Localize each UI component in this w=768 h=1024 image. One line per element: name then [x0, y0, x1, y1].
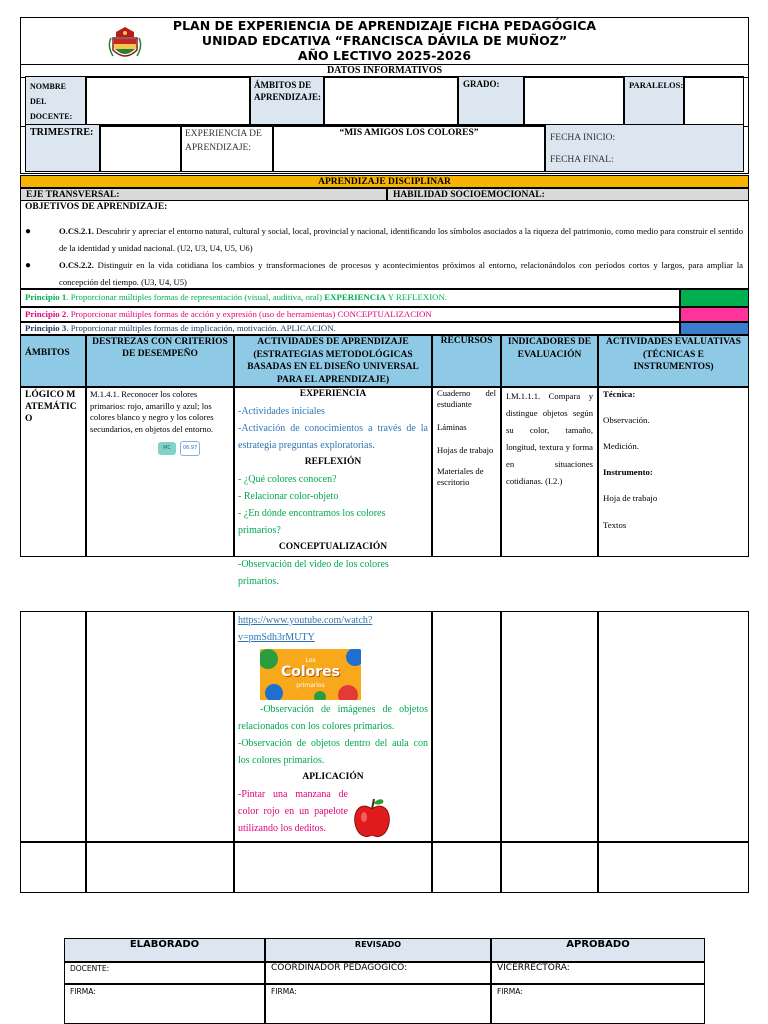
principio-2-text: . Proporcionar múltiples formas de acción y expresión (uso de herramientas) CONCEPTUALIZACION	[66, 309, 432, 319]
video-link-1[interactable]: https://www.youtube.com/watch?	[238, 615, 373, 626]
p2-empty-recursos	[432, 842, 501, 893]
bullet-icon: ●	[25, 260, 32, 271]
thumb-small-text: Los	[305, 657, 316, 664]
principio-3	[20, 322, 680, 335]
principio-2	[20, 307, 680, 322]
grado-label: GRADO:	[458, 76, 524, 126]
sig-vicerrectora-label: VICERRECTORA:	[491, 962, 705, 984]
grado-field[interactable]	[524, 76, 624, 126]
tecnica-label: Técnica:	[603, 389, 636, 399]
paralelos-label: PARALELOS:	[624, 76, 684, 126]
objetivos-box	[20, 201, 749, 289]
objetivo-2-code: O.CS.2.2.	[59, 260, 94, 270]
objetivo-2	[25, 257, 743, 291]
p2-empty-indicadores	[501, 842, 598, 893]
aplicacion-heading: APLICACIÓN	[302, 772, 364, 782]
aprendizaje-disciplinar-bar: APRENDIZAJE DISCIPLINAR	[20, 175, 749, 188]
head-destrezas: DESTREZAS CON CRITERIOS DE DESEMPEÑO	[86, 335, 234, 387]
head-actividades: ACTIVIDADES DE APRENDIZAJE (ESTRATEGIAS METODOLÓGICAS BASADAS EN EL DISEÑO UNIVERSAL PARA EL APRENDIZAJE)	[234, 335, 432, 387]
head-recursos: RECURSOS	[432, 335, 501, 387]
sig-aprobado-header: APROBADO	[491, 938, 705, 962]
principio-1-strong: EXPERIENCIA	[324, 292, 386, 302]
conceptualizacion-heading: CONCEPTUALIZACIÓN	[278, 542, 388, 552]
principio-3-text: . Proporcionar múltiples formas de implicación, motivación. APLICACION.	[66, 323, 336, 333]
thumb-subtitle: primarios	[296, 682, 325, 689]
row1-ambito: LÓGICO MATEMÁTICO	[20, 387, 86, 557]
obs-2: -Observación de objetos dentro del aula con los colores primarios.	[238, 738, 428, 766]
plan-title: PLAN DE EXPERIENCIA DE APRENDIZAJE FICHA PEDAGÓGICA	[172, 18, 597, 33]
head-evaluativas: ACTIVIDADES EVALUATIVAS (TÉCNICAS E INSTRUMENTOS)	[598, 335, 749, 387]
act-iniciales: -Actividades iniciales	[238, 406, 325, 417]
p2-actividades-cell	[234, 611, 432, 842]
fecha-box	[545, 124, 744, 172]
p2-destreza-cell	[86, 611, 234, 842]
p2-recursos-cell	[432, 611, 501, 842]
con-1: -Observación del video de los colores primarios.	[238, 559, 389, 587]
section-datos-informativos: DATOS INFORMATIVOS	[20, 65, 749, 78]
objetivo-1-code: O.CS.2.1.	[59, 226, 94, 236]
recurso-4: Materiales de escritorio	[437, 466, 484, 487]
habilidad-label: HABILIDAD SOCIOEMOCIONAL:	[387, 188, 749, 201]
reflexion-heading: REFLEXIÓN	[304, 457, 362, 467]
fecha-inicio-label: FECHA INICIO:	[550, 133, 616, 143]
p2-empty-actividades	[234, 842, 432, 893]
experiencia-title: “MIS AMIGOS LOS COLORES”	[273, 124, 545, 172]
docente-field[interactable]	[86, 76, 250, 126]
objetivo-1-text: Descubrir y apreciar el entorno natural, cultural y social, local, provincial y nacional, identificando los símbolos asociados a la riqueza del patrimonio, como medio para construir el sentido de la identidad y unidad nacional. (U2, U3, U4, U5, U6)	[59, 226, 743, 253]
trimestre-field[interactable]	[100, 124, 181, 172]
sig-firma-3[interactable]: FIRMA:	[491, 984, 705, 1024]
p2-evaluativas-cell	[598, 611, 749, 842]
school-year: AÑO LECTIVO 2025-2026	[297, 48, 472, 63]
recurso-3: Hojas de trabajo	[437, 445, 494, 455]
recurso-1: Cuaderno del estudiante	[437, 388, 496, 409]
row1-indicador: I.M.1.1.1. Compara y distingue objetos según su color, tamaño, longitud, textura y forma en situaciones cotidianas. (I.2.)	[501, 387, 598, 557]
sig-coordinador-label: COORDINADOR PEDAGOGICO:	[265, 962, 491, 984]
docente-label: NOMBRE DEL DOCENTE:	[25, 76, 86, 126]
act-activacion: -Activación de conocimientos a través de la estrategia preguntas exploratorias.	[238, 423, 428, 451]
obs-1: -Observación de imágenes de objetos relacionados con los colores primarios.	[238, 704, 428, 732]
experiencia-label: EXPERIENCIA DE APRENDIZAJE:	[181, 124, 273, 172]
bullet-icon: ●	[25, 226, 32, 237]
thumb-title: Colores	[280, 664, 341, 680]
objetivos-title: OBJETIVOS DE APRENDIZAJE:	[25, 202, 168, 212]
school-crest-logo	[105, 24, 145, 64]
instrumento-label: Instrumento:	[603, 467, 653, 477]
experiencia-heading: EXPERIENCIA	[299, 389, 367, 399]
red-apple-icon	[353, 797, 391, 839]
sig-revisado-header: REVISADO	[265, 938, 491, 962]
objetivo-1	[25, 223, 743, 257]
p2-empty-evaluativas	[598, 842, 749, 893]
principio-1-color-swatch	[680, 289, 749, 307]
row1-evaluativas-cell	[598, 387, 749, 557]
principio-2-color-swatch	[680, 307, 749, 322]
instrumento-hoja: Hoja de trabajo	[603, 493, 658, 503]
head-indicadores: INDICADORES DE EVALUACIÓN	[501, 335, 598, 387]
sig-docente-label: DOCENTE:	[64, 962, 265, 984]
p2-empty-ambito	[20, 842, 86, 893]
principio-3-label: Principio 3	[25, 323, 67, 333]
instrumento-textos: Textos	[603, 520, 627, 530]
video-link-2[interactable]: v=pmSdh3rMUTY	[238, 632, 315, 643]
sig-firma-1[interactable]: FIRMA:	[64, 984, 265, 1024]
ref-1: - ¿Qué colores conocen?	[238, 474, 337, 485]
principio-1	[20, 289, 680, 307]
fecha-final-label: FECHA FINAL:	[550, 155, 614, 165]
ambitos-field[interactable]	[324, 76, 458, 126]
row1-destreza: M.1.4.1. Reconocer los colores primarios: rojo, amarillo y azul; los colores blanco y negro y los colores secundarios, en objetos del entorno.	[90, 389, 214, 434]
tecnica-observacion: Observación.	[603, 415, 650, 425]
head-ambitos: ÁMBITOS	[20, 335, 86, 387]
principio-1-text: . Proporcionar múltiples formas de representación (visual, auditiva, oral)	[66, 292, 325, 302]
eje-transversal-label: EJE TRANSVERSAL:	[20, 188, 387, 201]
ambitos-label: ÁMBITOS DE APRENDIZAJE:	[250, 76, 324, 126]
principio-1-label: Principio 1	[25, 292, 67, 302]
principio-1-tail: Y REFLEXION.	[385, 292, 448, 302]
document-header	[20, 17, 749, 65]
recurso-2: Láminas	[437, 422, 467, 432]
paralelos-field[interactable]	[684, 76, 744, 126]
row1-destreza-cell	[86, 387, 234, 557]
tecnica-medicion: Medición.	[603, 441, 639, 451]
video-thumbnail[interactable]	[260, 649, 361, 700]
principio-2-label: Principio 2	[25, 309, 67, 319]
row1-recursos-cell	[432, 387, 501, 557]
mc-icon: MC	[158, 442, 176, 455]
ref-3: - ¿En dónde encontramos los colores primarios?	[238, 508, 386, 536]
p2-empty-destreza	[86, 842, 234, 893]
p2-indicadores-cell	[501, 611, 598, 842]
code-icon: 06.97	[180, 441, 200, 456]
sig-firma-2[interactable]: FIRMA:	[265, 984, 491, 1024]
row1-actividades-cell	[234, 387, 432, 587]
objetivo-2-text: Distinguir en la vida cotidiana los cambios y transformaciones de procesos y acontecimientos próximos al entorno, relacionándolos con períodos cortos y largos, para ampliar la concepción del tiempo. (U3, U4, U5)	[59, 260, 743, 287]
sig-elaborado-header: ELABORADO	[64, 938, 265, 962]
ref-2: - Relacionar color-objeto	[238, 491, 339, 502]
principio-3-color-swatch	[680, 322, 749, 335]
school-name: UNIDAD EDCATIVA “FRANCISCA DÁVILA DE MUÑOZ”	[201, 33, 568, 48]
p2-ambito-cell	[20, 611, 86, 842]
trimestre-label: TRIMESTRE:	[25, 124, 100, 172]
apl-1: -Pintar una manzana de color rojo en un papelote utilizando los deditos.	[238, 789, 348, 834]
